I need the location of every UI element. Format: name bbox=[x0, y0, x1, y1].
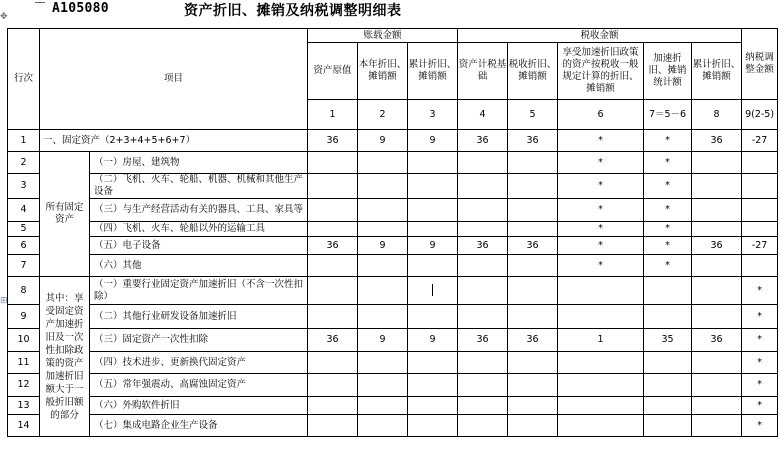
amount-cell[interactable] bbox=[742, 152, 778, 174]
move-handle-icon[interactable]: ✥ bbox=[0, 12, 8, 22]
amount-cell[interactable]: * bbox=[558, 255, 644, 277]
table-row bbox=[8, 130, 778, 152]
column-header: 累计折旧、摊销额 bbox=[408, 43, 458, 100]
amount-cell[interactable] bbox=[508, 415, 558, 437]
table-row bbox=[8, 329, 778, 352]
row-item: （七）集成电路企业生产设备 bbox=[90, 415, 308, 437]
row-item: （一）重要行业固定资产加速折旧（不含一次性扣除） bbox=[90, 277, 308, 305]
amount-cell[interactable] bbox=[408, 222, 458, 237]
amount-cell[interactable]: 36 bbox=[692, 237, 742, 255]
header-tax-amount: 税收金额 bbox=[458, 29, 742, 43]
amount-cell[interactable] bbox=[644, 397, 692, 415]
amount-cell[interactable]: 36 bbox=[508, 237, 558, 255]
row-item: （四）飞机、火车、轮船以外的运输工具 bbox=[90, 222, 308, 237]
row-number: 13 bbox=[8, 397, 40, 415]
amount-cell[interactable]: * bbox=[742, 352, 778, 374]
column-number: 5 bbox=[508, 100, 558, 130]
amount-cell[interactable] bbox=[358, 255, 408, 277]
amount-cell[interactable] bbox=[308, 374, 358, 397]
amount-cell[interactable] bbox=[508, 374, 558, 397]
amount-cell[interactable] bbox=[558, 374, 644, 397]
amount-cell[interactable]: 36 bbox=[508, 130, 558, 152]
amount-cell[interactable] bbox=[408, 374, 458, 397]
column-number: 8 bbox=[692, 100, 742, 130]
amount-cell[interactable] bbox=[308, 352, 358, 374]
amount-cell[interactable] bbox=[358, 397, 408, 415]
row-item: （一）房屋、建筑物 bbox=[90, 152, 308, 174]
amount-cell[interactable] bbox=[358, 222, 408, 237]
row-number: 14 bbox=[8, 415, 40, 437]
amount-cell[interactable]: 35 bbox=[644, 329, 692, 352]
amount-cell[interactable]: * bbox=[644, 222, 692, 237]
amount-cell[interactable] bbox=[742, 174, 778, 199]
amount-cell[interactable]: 36 bbox=[308, 130, 358, 152]
amount-cell[interactable] bbox=[458, 222, 508, 237]
amount-cell[interactable] bbox=[644, 352, 692, 374]
row-item: 一、固定资产（2+3+4+5+6+7） bbox=[40, 130, 308, 152]
amount-cell[interactable]: 9 bbox=[408, 237, 458, 255]
amount-cell[interactable] bbox=[508, 397, 558, 415]
text-cursor bbox=[432, 284, 433, 296]
amount-cell[interactable] bbox=[742, 255, 778, 277]
header-row-no: 行次 bbox=[8, 29, 40, 130]
row-number: 1 bbox=[8, 130, 40, 152]
header-book-amount: 账载金额 bbox=[308, 29, 458, 43]
amount-cell[interactable] bbox=[358, 374, 408, 397]
amount-cell[interactable] bbox=[644, 374, 692, 397]
table-row bbox=[8, 237, 778, 255]
row-item: （二）飞机、火车、轮船、机器、机械和其他生产设备 bbox=[90, 174, 308, 199]
table-row bbox=[8, 352, 778, 374]
row-number: 4 bbox=[8, 199, 40, 222]
amount-cell[interactable]: -27 bbox=[742, 237, 778, 255]
amount-cell[interactable] bbox=[558, 397, 644, 415]
amount-cell[interactable] bbox=[644, 277, 692, 305]
amount-cell[interactable]: * bbox=[742, 305, 778, 329]
amount-cell[interactable] bbox=[508, 152, 558, 174]
amount-cell[interactable]: -27 bbox=[742, 130, 778, 152]
amount-cell[interactable] bbox=[692, 222, 742, 237]
amount-cell[interactable] bbox=[558, 277, 644, 305]
column-header: 资产计税基础 bbox=[458, 43, 508, 100]
amount-cell[interactable]: 9 bbox=[358, 130, 408, 152]
amount-cell[interactable] bbox=[458, 305, 508, 329]
amount-cell[interactable]: * bbox=[742, 415, 778, 437]
amount-cell[interactable] bbox=[458, 397, 508, 415]
row-handle-icon[interactable]: ⊞ bbox=[0, 296, 8, 306]
column-header: 本年折旧、摊销额 bbox=[358, 43, 408, 100]
amount-cell[interactable] bbox=[508, 255, 558, 277]
amount-cell[interactable] bbox=[742, 199, 778, 222]
amount-cell[interactable]: * bbox=[558, 130, 644, 152]
table-row bbox=[8, 199, 778, 222]
amount-cell[interactable] bbox=[308, 199, 358, 222]
amount-cell[interactable]: 36 bbox=[458, 130, 508, 152]
amount-cell[interactable]: * bbox=[558, 152, 644, 174]
header-item: 项目 bbox=[40, 29, 308, 130]
amount-cell[interactable] bbox=[408, 415, 458, 437]
amount-cell[interactable] bbox=[558, 305, 644, 329]
column-number: 6 bbox=[558, 100, 644, 130]
column-number: 3 bbox=[408, 100, 458, 130]
column-number: 2 bbox=[358, 100, 408, 130]
amount-cell[interactable] bbox=[508, 305, 558, 329]
amount-cell[interactable] bbox=[644, 415, 692, 437]
row-item: （六）其他 bbox=[90, 255, 308, 277]
table-row bbox=[8, 277, 778, 305]
amount-cell[interactable] bbox=[408, 199, 458, 222]
amount-cell[interactable]: 36 bbox=[308, 237, 358, 255]
amount-cell[interactable] bbox=[358, 277, 408, 305]
amount-cell[interactable]: * bbox=[644, 152, 692, 174]
amount-cell[interactable] bbox=[458, 352, 508, 374]
row-item: （五）电子设备 bbox=[90, 237, 308, 255]
table-row bbox=[8, 374, 778, 397]
table-row bbox=[8, 174, 778, 199]
table-row bbox=[8, 397, 778, 415]
amount-cell[interactable] bbox=[458, 277, 508, 305]
row-item: （五）常年强震动、高腐蚀固定资产 bbox=[90, 374, 308, 397]
amount-cell[interactable] bbox=[408, 152, 458, 174]
row-number: 5 bbox=[8, 222, 40, 237]
amount-cell[interactable]: * bbox=[742, 277, 778, 305]
amount-cell[interactable] bbox=[458, 415, 508, 437]
amount-cell[interactable] bbox=[308, 222, 358, 237]
row-item: （三）固定资产一次性扣除 bbox=[90, 329, 308, 352]
amount-cell[interactable]: 36 bbox=[308, 329, 358, 352]
amount-cell[interactable] bbox=[308, 255, 358, 277]
amount-cell[interactable]: 36 bbox=[458, 329, 508, 352]
amount-cell[interactable] bbox=[308, 152, 358, 174]
amount-cell[interactable] bbox=[508, 222, 558, 237]
amount-cell[interactable]: 9 bbox=[408, 130, 458, 152]
form-title: 资产折旧、摊销及纳税调整明细表 bbox=[184, 3, 402, 19]
amount-cell[interactable] bbox=[692, 255, 742, 277]
amount-cell[interactable] bbox=[508, 352, 558, 374]
amount-cell[interactable] bbox=[308, 174, 358, 199]
amount-cell[interactable]: 9 bbox=[358, 237, 408, 255]
amount-cell[interactable]: 9 bbox=[408, 329, 458, 352]
amount-cell[interactable]: * bbox=[644, 255, 692, 277]
amount-cell[interactable]: 36 bbox=[692, 130, 742, 152]
amount-cell[interactable]: * bbox=[644, 237, 692, 255]
column-number: 1 bbox=[308, 100, 358, 130]
amount-cell[interactable] bbox=[558, 415, 644, 437]
amount-cell[interactable] bbox=[458, 174, 508, 199]
amount-cell[interactable]: * bbox=[644, 130, 692, 152]
column-header: 累计折旧、摊销额 bbox=[692, 43, 742, 100]
amount-cell[interactable] bbox=[408, 174, 458, 199]
amount-cell[interactable] bbox=[692, 152, 742, 174]
row-item: （二）其他行业研发设备加速折旧 bbox=[90, 305, 308, 329]
amount-cell[interactable]: * bbox=[742, 374, 778, 397]
amount-cell[interactable] bbox=[692, 199, 742, 222]
amount-cell[interactable] bbox=[644, 305, 692, 329]
corner-rule bbox=[35, 2, 45, 3]
amount-cell[interactable] bbox=[408, 397, 458, 415]
amount-cell[interactable] bbox=[692, 174, 742, 199]
amount-cell[interactable] bbox=[358, 415, 408, 437]
table-row bbox=[8, 222, 778, 237]
amount-cell[interactable] bbox=[308, 277, 358, 305]
amount-cell[interactable] bbox=[358, 152, 408, 174]
amount-cell[interactable] bbox=[408, 352, 458, 374]
row-number: 8 bbox=[8, 277, 40, 305]
column-number: 4 bbox=[458, 100, 508, 130]
amount-cell[interactable] bbox=[308, 397, 358, 415]
row-number: 10 bbox=[8, 329, 40, 352]
row-number: 9 bbox=[8, 305, 40, 329]
row-item: （六）外购软件折旧 bbox=[90, 397, 308, 415]
column-header: 税收折旧、摊销额 bbox=[508, 43, 558, 100]
table-row bbox=[8, 152, 778, 174]
amount-cell[interactable] bbox=[458, 199, 508, 222]
column-header: 资产原值 bbox=[308, 43, 358, 100]
amount-cell[interactable] bbox=[508, 277, 558, 305]
row-number: 2 bbox=[8, 152, 40, 174]
amount-cell[interactable] bbox=[692, 352, 742, 374]
form-header bbox=[0, 0, 780, 28]
amount-cell[interactable] bbox=[408, 255, 458, 277]
amount-cell[interactable]: * bbox=[742, 329, 778, 352]
amount-cell[interactable]: * bbox=[644, 174, 692, 199]
amount-cell[interactable] bbox=[408, 277, 458, 305]
amount-cell[interactable]: 36 bbox=[692, 329, 742, 352]
detail-table bbox=[7, 28, 778, 437]
amount-cell[interactable] bbox=[358, 305, 408, 329]
group-label-fixed-assets: 所有固定资产 bbox=[40, 152, 90, 277]
amount-cell[interactable]: 36 bbox=[508, 329, 558, 352]
row-number: 7 bbox=[8, 255, 40, 277]
amount-cell[interactable] bbox=[358, 352, 408, 374]
amount-cell[interactable] bbox=[692, 397, 742, 415]
header-adjust: 纳税调整金额 bbox=[742, 29, 778, 100]
amount-cell[interactable]: * bbox=[644, 199, 692, 222]
row-number: 6 bbox=[8, 237, 40, 255]
amount-cell[interactable] bbox=[742, 222, 778, 237]
amount-cell[interactable] bbox=[308, 305, 358, 329]
row-number: 3 bbox=[8, 174, 40, 199]
amount-cell[interactable] bbox=[692, 374, 742, 397]
amount-cell[interactable] bbox=[508, 174, 558, 199]
amount-cell[interactable]: * bbox=[558, 174, 644, 199]
column-number: 9(2-5) bbox=[742, 100, 778, 130]
amount-cell[interactable]: 9 bbox=[358, 329, 408, 352]
amount-cell[interactable] bbox=[508, 199, 558, 222]
amount-cell[interactable] bbox=[692, 277, 742, 305]
row-number: 11 bbox=[8, 352, 40, 374]
amount-cell[interactable] bbox=[458, 255, 508, 277]
amount-cell[interactable]: * bbox=[558, 199, 644, 222]
column-header: 享受加速折旧政策的资产按税收一般规定计算的折旧、摊销额 bbox=[558, 43, 644, 100]
row-item: （四）技术进步、更新换代固定资产 bbox=[90, 352, 308, 374]
amount-cell[interactable] bbox=[358, 174, 408, 199]
amount-cell[interactable] bbox=[458, 374, 508, 397]
amount-cell[interactable] bbox=[358, 199, 408, 222]
row-number: 12 bbox=[8, 374, 40, 397]
amount-cell[interactable] bbox=[692, 415, 742, 437]
amount-cell[interactable] bbox=[408, 305, 458, 329]
group-label-accelerated: 其中：享受固定资产加速折旧及一次性扣除政策的资产加速折旧额大于一般折旧额的部分 bbox=[40, 277, 90, 437]
amount-cell[interactable] bbox=[458, 152, 508, 174]
amount-cell[interactable] bbox=[308, 415, 358, 437]
row-item: （三）与生产经营活动有关的器具、工具、家具等 bbox=[90, 199, 308, 222]
amount-cell[interactable]: * bbox=[742, 397, 778, 415]
amount-cell[interactable] bbox=[692, 305, 742, 329]
table-row bbox=[8, 255, 778, 277]
table-row bbox=[8, 305, 778, 329]
column-header: 加速折旧、摊销统计额 bbox=[644, 43, 692, 100]
amount-cell[interactable]: * bbox=[558, 237, 644, 255]
table-row bbox=[8, 415, 778, 437]
amount-cell[interactable]: * bbox=[558, 222, 644, 237]
amount-cell[interactable]: 1 bbox=[558, 329, 644, 352]
column-number: 7＝5－6 bbox=[644, 100, 692, 130]
amount-cell[interactable]: 36 bbox=[458, 237, 508, 255]
form-code: A105080 bbox=[52, 1, 109, 16]
amount-cell[interactable] bbox=[558, 352, 644, 374]
